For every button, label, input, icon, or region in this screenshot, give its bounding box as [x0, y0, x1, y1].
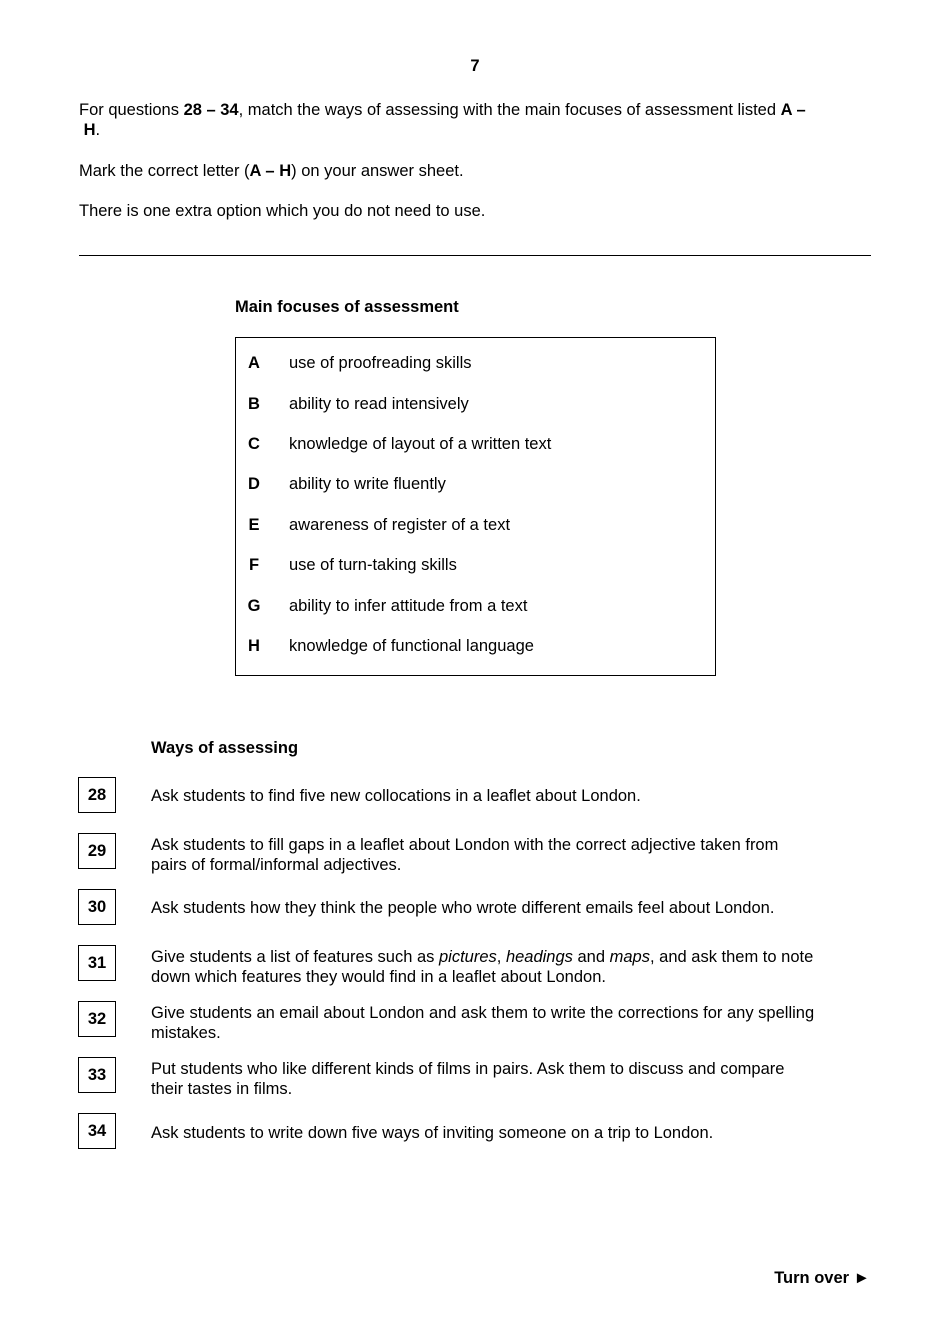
option-letter: B [248, 395, 260, 413]
option-text: use of proofreading skills [289, 354, 472, 372]
option-letter: A [248, 354, 260, 372]
question-number-32: 32 [78, 1001, 116, 1037]
instruction-text: , match the ways of assessing with the main focuses of assessment listed [238, 101, 781, 119]
instruction-line-3: There is one extra option which you do not need to use. [79, 202, 486, 220]
way-text-line: down which features they would find in a leaflet about London. [151, 968, 606, 986]
way-text-line: pairs of formal/informal adjectives. [151, 856, 402, 874]
focus-option-d [236, 474, 715, 494]
ways-heading: Ways of assessing [151, 739, 299, 757]
letter-range-end: H [83, 121, 96, 139]
way-text-34: Ask students to write down five ways of inviting someone on a trip to London. [151, 1124, 714, 1142]
way-text-28: Ask students to find five new collocations in a leaflet about London. [151, 787, 641, 805]
question-number-33: 33 [78, 1057, 116, 1093]
option-text: ability to write fluently [289, 475, 446, 493]
instruction-line-1 [79, 100, 869, 140]
focus-option-g [236, 596, 715, 616]
option-letter: E [248, 516, 260, 534]
way-text-part: and [572, 948, 610, 966]
way-text-line: Give students an email about London and ask them to write the corrections for any spelling [151, 1004, 815, 1022]
instruction-text: . [95, 121, 101, 139]
way-text-part: , [496, 948, 506, 966]
page-number: 7 [470, 57, 480, 75]
option-text: knowledge of functional language [289, 637, 534, 655]
way-text-line: mistakes. [151, 1024, 221, 1042]
focuses-box [235, 337, 716, 676]
instruction-text: For questions [79, 101, 184, 119]
way-text-part: Give students a list of features such as [151, 948, 439, 966]
instruction-text: Mark the correct letter ( [79, 162, 250, 180]
way-text-31 [151, 947, 866, 987]
option-text: awareness of register of a text [289, 516, 511, 534]
focus-option-e [236, 515, 715, 535]
option-letter: D [248, 475, 260, 493]
question-number-28: 28 [78, 777, 116, 813]
instruction-text: ) on your answer sheet. [291, 162, 464, 180]
question-range: 28 – 34 [183, 101, 239, 119]
option-letter: H [248, 637, 260, 655]
question-number-30: 30 [78, 889, 116, 925]
italic-term: headings [505, 948, 573, 966]
italic-term: pictures [438, 948, 497, 966]
option-text: ability to read intensively [289, 395, 469, 413]
question-number-34: 34 [78, 1113, 116, 1149]
question-number-29: 29 [78, 833, 116, 869]
way-text-line: Ask students to fill gaps in a leaflet about London with the correct adjective taken from [151, 836, 779, 854]
focus-option-c [236, 434, 715, 454]
option-text: use of turn-taking skills [289, 556, 457, 574]
way-text-32 [151, 1003, 866, 1043]
turn-over-label: Turn over ► [774, 1269, 870, 1287]
way-text-line: their tastes in films. [151, 1080, 293, 1098]
italic-term: maps [609, 948, 650, 966]
focus-option-f [236, 555, 715, 575]
letter-range: A – H [249, 162, 292, 180]
question-number-31: 31 [78, 945, 116, 981]
focuses-heading: Main focuses of assessment [235, 298, 459, 316]
way-text-29 [151, 835, 866, 875]
option-text: ability to infer attitude from a text [289, 597, 528, 615]
way-text-33 [151, 1059, 866, 1099]
way-text-part: , and ask them to note [649, 948, 814, 966]
option-text: knowledge of layout of a written text [289, 435, 552, 453]
option-letter: C [248, 435, 260, 453]
letter-range-start: A – [780, 101, 806, 119]
way-text-line: Put students who like different kinds of films in pairs. Ask them to discuss and compare [151, 1060, 785, 1078]
focus-option-b [236, 394, 715, 414]
option-letter: F [248, 556, 260, 574]
section-divider [79, 255, 871, 256]
focus-option-h [236, 636, 715, 656]
way-text-30: Ask students how they think the people who wrote different emails feel about London. [151, 899, 775, 917]
focus-option-a [236, 353, 715, 373]
option-letter: G [247, 597, 261, 615]
instruction-line-2 [79, 161, 869, 181]
